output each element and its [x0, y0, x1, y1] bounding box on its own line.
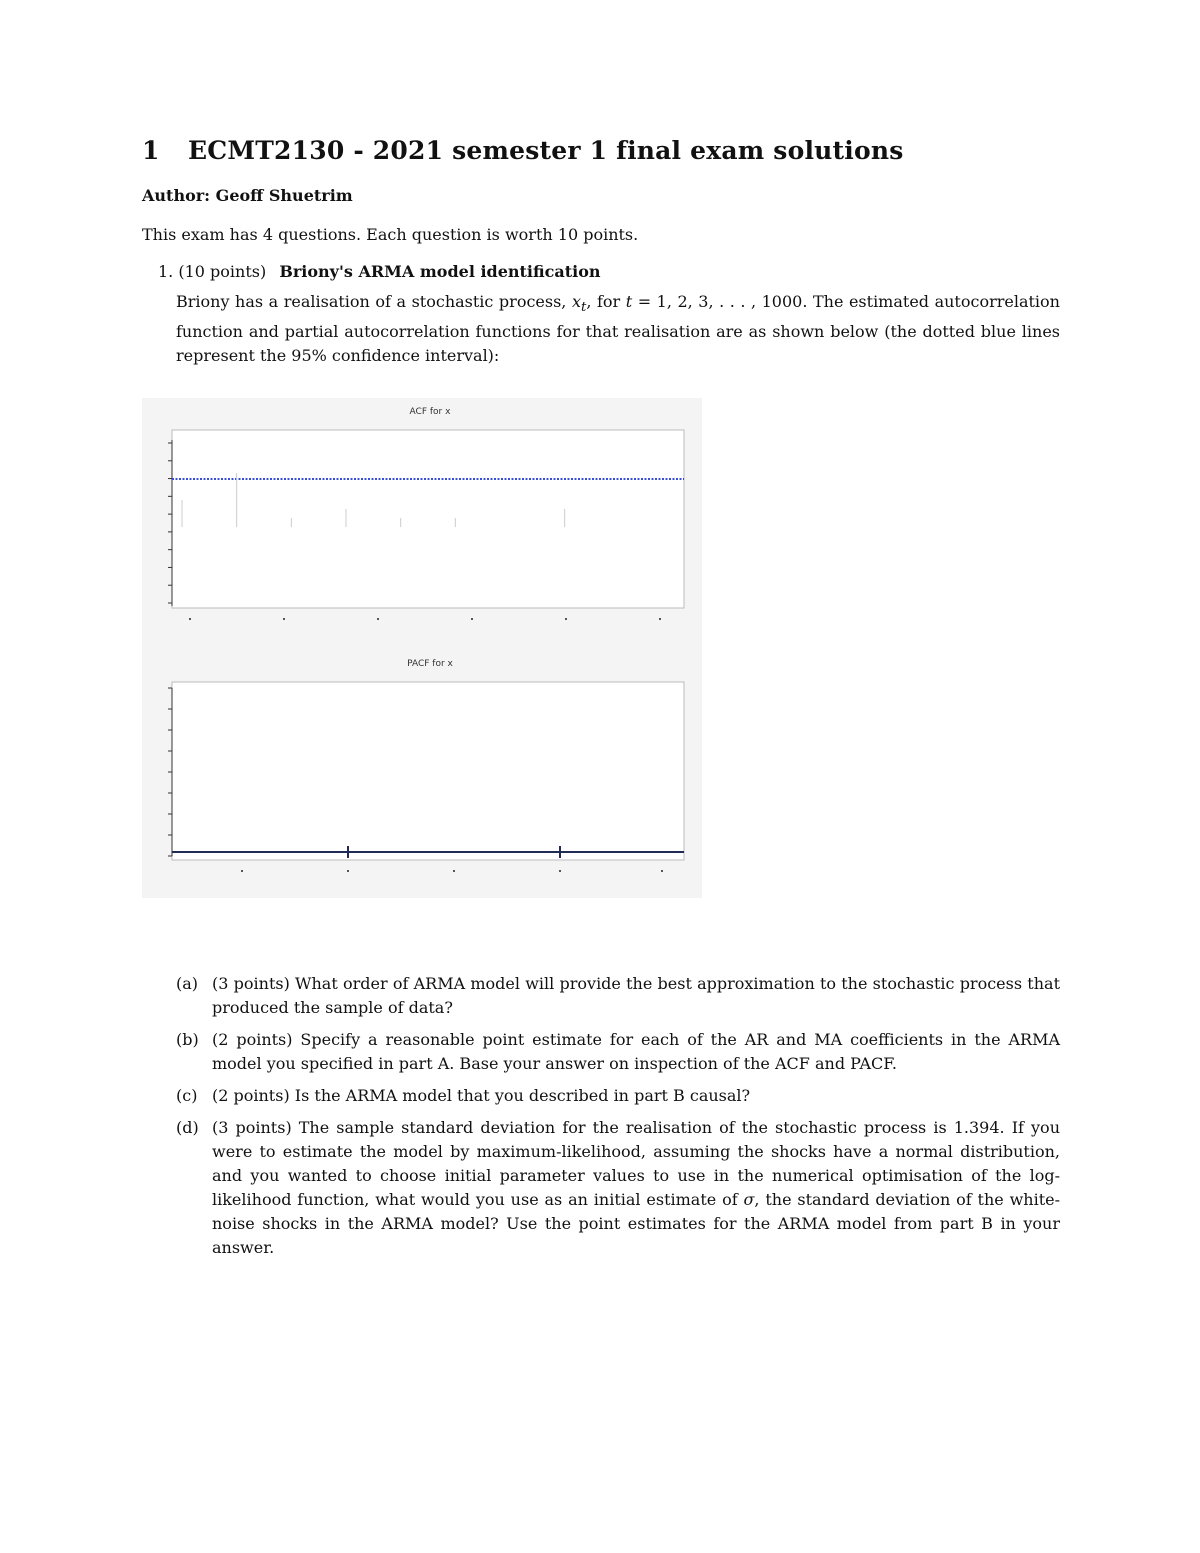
pacf-plot-area — [172, 682, 684, 860]
question-1-heading — [158, 262, 601, 281]
question-1-body — [176, 290, 1060, 368]
part-a — [176, 972, 1060, 1020]
part-text: (3 points) The sample standard deviation for the realisation of the stochastic process is 1.394. If you were to estimate the model by maximum-likelihood, assuming the shocks have a normal distribution, and you wanted to choose initial parameter values to use in the numerical optimisation of the log-likelihood function, what would you use as an initial estimate of σ, the standard deviation of the white-noise shocks in the ARMA model? Use the point estimates for the ARMA model from part B in your answer. — [212, 1118, 1061, 1257]
question-number: 1. — [158, 262, 174, 281]
sigma-symbol: σ — [743, 1190, 755, 1209]
acf-x-tick — [471, 618, 473, 620]
part-b — [176, 1028, 1060, 1076]
section-number: 1 — [142, 136, 160, 165]
acf-x-tick — [659, 618, 661, 620]
author-line: Author: Geoff Shuetrim — [142, 186, 353, 205]
acf-pacf-figure — [142, 398, 702, 902]
variable-x: $x_t$ — [571, 292, 587, 316]
part-label: (c) — [176, 1086, 198, 1105]
part-d — [176, 1116, 1060, 1260]
body-text: Briony has a realisation of a stochastic process, — [176, 292, 567, 311]
part-label: (b) — [176, 1030, 199, 1049]
acf-x-tick — [189, 618, 191, 620]
pacf-x-tick — [241, 870, 243, 872]
pacf-title: PACF for x — [407, 659, 453, 669]
acf-x-tick — [377, 618, 379, 620]
section-heading — [142, 136, 904, 165]
pacf-x-tick — [559, 870, 561, 872]
part-label: (a) — [176, 974, 199, 993]
exam-intro: This exam has 4 questions. Each question is worth 10 points. — [142, 225, 639, 244]
question-1-parts — [176, 972, 1060, 1268]
body-text: = 1, 2, 3, . . . , 1000. The estimated autocorrelation function and partial autocorrelation functions for that realisation are as shown below (the dotted blue lines represent the 95% confidence interval): — [176, 292, 1060, 366]
acf-plot-area — [172, 430, 684, 608]
part-c — [176, 1084, 1060, 1108]
acf-x-tick — [565, 618, 567, 620]
acf-title: ACF for x — [409, 407, 451, 417]
part-text: (2 points) Is the ARMA model that you described in part B causal? — [212, 1086, 751, 1105]
pacf-x-tick — [347, 870, 349, 872]
acf-x-tick — [283, 618, 285, 620]
body-text: , for — [586, 292, 621, 311]
question-title: Briony's ARMA model identification — [279, 262, 601, 281]
variable-t: t — [625, 292, 633, 311]
question-points: (10 points) — [178, 262, 267, 281]
part-text: (3 points) What order of ARMA model will provide the best approximation to the stochastic process that produced the sample of data? — [212, 974, 1060, 1017]
pacf-x-tick — [453, 870, 455, 872]
acf-pacf-chart — [142, 398, 702, 898]
part-text: (2 points) Specify a reasonable point estimate for each of the AR and MA coefficients in the ARMA model you specified in part A. Base your answer on inspection of the ACF and PACF. — [212, 1030, 1060, 1073]
pacf-x-tick — [661, 870, 663, 872]
section-title: ECMT2130 - 2021 semester 1 final exam solutions — [188, 136, 904, 165]
part-label: (d) — [176, 1118, 199, 1137]
